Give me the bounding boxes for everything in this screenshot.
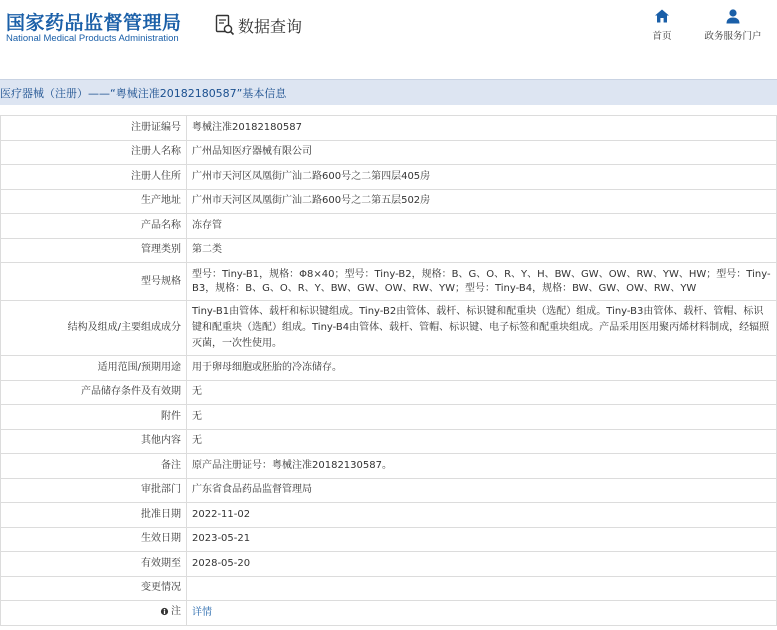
row-value: Tiny-B1由管体、载杆和标识键组成。Tiny-B2由管体、载杆、标识键和配重块（选配）组成。Tiny-B3由管体、载杆、管帽、标识键和配重块（选配）组成。Tiny-B4由管体、载杆、管帽、标识键、电子标签和配重块组成。产品采用医用聚丙烯材料制成，经辐照灭菌，一次性使用。 [187,301,777,356]
table-row [1,576,777,601]
row-value [187,576,777,601]
nav-home-label: 首页 [652,31,672,42]
site-logo-cn[interactable]: 国家药品监督管理局 [6,12,182,34]
table-row [1,238,777,263]
table-row [1,301,777,356]
home-icon [654,8,670,24]
row-label: 生产地址 [1,189,187,214]
row-value: 无 [187,429,777,454]
row-label: 有效期至 [1,552,187,577]
row-value: 用于卵母细胞或胚胎的冷冻储存。 [187,356,777,381]
row-value: 冻存管 [187,214,777,239]
row-value: 广州品知医疗器械有限公司 [187,140,777,165]
site-logo-en[interactable]: National Medical Products Administration [6,33,179,44]
row-value: 广州市天河区凤凰街广汕二路600号之二第五层502房 [187,189,777,214]
row-value: 广州市天河区凤凰街广汕二路600号之二第四层405房 [187,165,777,190]
row-label: 注册人住所 [1,165,187,190]
note-label-cell [1,601,187,626]
row-value: 无 [187,380,777,405]
table-row [1,601,777,626]
row-label: 变更情况 [1,576,187,601]
table-row [1,478,777,503]
user-icon [725,8,741,24]
table-row [1,140,777,165]
table-row [1,429,777,454]
row-label: 审批部门 [1,478,187,503]
row-value: 型号：Tiny-B1，规格：Φ8×40；型号：Tiny-B2，规格：B、G、O、R、Y、H、BW、GW、OW、RW、YW、HW；型号：Tiny-B3，规格：B、G、O、R、Y、BW、GW、OW、RW、YW；型号：Tiny-B4，规格：BW、GW、OW、RW、YW [187,263,777,301]
row-value: 2028-05-20 [187,552,777,577]
row-label: 附件 [1,405,187,430]
info-dot-icon [160,607,169,616]
row-label: 管理类别 [1,238,187,263]
nav-service-label: 政务服务门户 [704,31,762,42]
row-value: 无 [187,405,777,430]
registration-info-table [0,115,777,626]
row-label: 注册证编号 [1,116,187,141]
table-row [1,263,777,301]
nav-service-portal[interactable] [698,8,768,42]
row-label: 备注 [1,454,187,479]
table-row [1,214,777,239]
row-label: 型号规格 [1,263,187,301]
table-row [1,356,777,381]
table-row [1,165,777,190]
row-label: 产品名称 [1,214,187,239]
table-row [1,189,777,214]
detail-title-bar [0,79,777,105]
detail-title: 医疗器械（注册）——“粤械注准20182180587”基本信息 [0,87,287,100]
row-label: 批准日期 [1,503,187,528]
table-row [1,503,777,528]
nav-home[interactable] [646,8,678,42]
row-value: 原产品注册证号：粤械注准20182130587。 [187,454,777,479]
row-value: 粤械注准20182180587 [187,116,777,141]
table-row [1,116,777,141]
table-row [1,527,777,552]
row-label: 产品储存条件及有效期 [1,380,187,405]
data-query-label: 数据查询 [238,16,303,36]
details-link[interactable]: 详情 [192,606,212,618]
row-value: 2023-05-21 [187,527,777,552]
row-value: 2022-11-02 [187,503,777,528]
row-label: 注册人名称 [1,140,187,165]
row-label: 生效日期 [1,527,187,552]
data-query-link[interactable] [215,13,302,37]
site-header [0,0,777,64]
row-label: 注 [171,605,181,617]
table-row [1,454,777,479]
table-row [1,552,777,577]
row-label: 其他内容 [1,429,187,454]
table-row [1,405,777,430]
row-value: 广东省食品药品监督管理局 [187,478,777,503]
row-label: 适用范围/预期用途 [1,356,187,381]
note-value-cell [187,601,777,626]
table-row [1,380,777,405]
document-search-icon [215,14,235,36]
row-label: 结构及组成/主要组成成分 [1,301,187,356]
row-value: 第二类 [187,238,777,263]
